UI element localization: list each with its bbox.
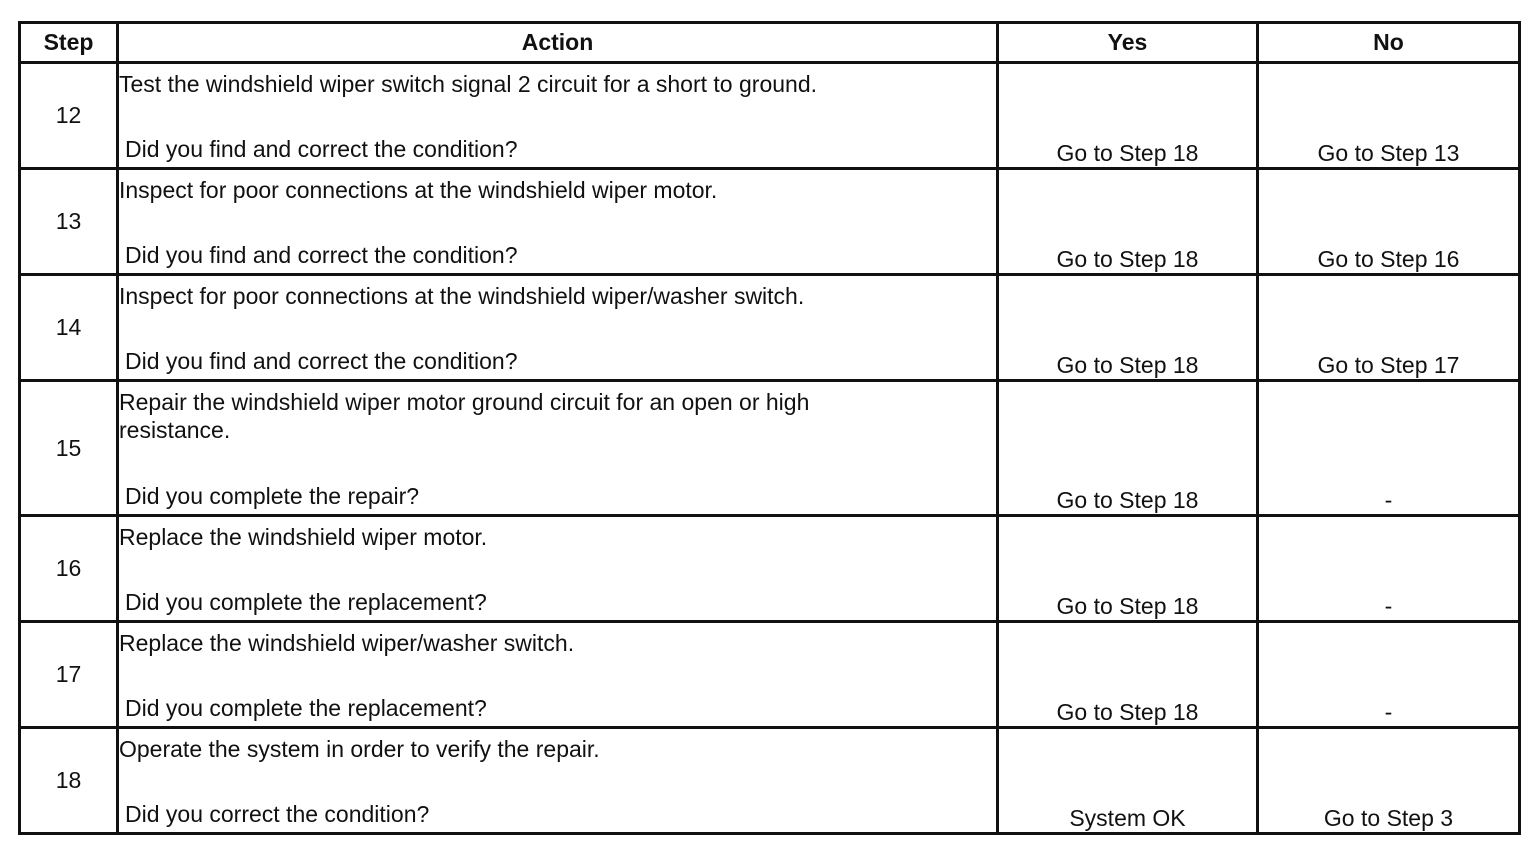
header-action: Action — [118, 23, 998, 63]
action-cell — [118, 622, 998, 728]
no-result: Go to Step 17 — [1258, 275, 1520, 381]
no-result: Go to Step 16 — [1258, 169, 1520, 275]
table-row — [20, 63, 1520, 169]
action-cell — [118, 169, 998, 275]
action-question: Did you find and correct the condition? — [125, 136, 518, 162]
step-number: 13 — [20, 169, 118, 275]
table-row — [20, 516, 1520, 622]
table-row — [20, 381, 1520, 516]
no-result: Go to Step 13 — [1258, 63, 1520, 169]
action-cell — [118, 516, 998, 622]
step-number: 12 — [20, 63, 118, 169]
action-instruction — [119, 388, 996, 444]
step-number: 18 — [20, 728, 118, 834]
action-instruction: Test the windshield wiper switch signal 2 circuit for a short to ground. — [119, 71, 817, 97]
no-result: - — [1258, 622, 1520, 728]
action-cell — [118, 275, 998, 381]
yes-result: Go to Step 18 — [998, 169, 1258, 275]
no-result: - — [1258, 516, 1520, 622]
action-instruction: Replace the windshield wiper/washer switch. — [119, 630, 575, 656]
step-number: 14 — [20, 275, 118, 381]
action-instruction-line: Repair the windshield wiper motor ground circuit for an open or high — [119, 389, 810, 415]
no-result: Go to Step 3 — [1258, 728, 1520, 834]
table-row — [20, 169, 1520, 275]
header-yes: Yes — [998, 23, 1258, 63]
action-question: Did you complete the replacement? — [125, 589, 487, 615]
action-question: Did you find and correct the condition? — [125, 242, 518, 268]
action-cell — [118, 63, 998, 169]
action-question: Did you correct the condition? — [125, 801, 430, 827]
step-number: 15 — [20, 381, 118, 516]
yes-result: Go to Step 18 — [998, 275, 1258, 381]
yes-result: Go to Step 18 — [998, 516, 1258, 622]
action-question: Did you complete the replacement? — [125, 695, 487, 721]
table-row — [20, 275, 1520, 381]
action-instruction: Inspect for poor connections at the windshield wiper/washer switch. — [119, 283, 805, 309]
action-question: Did you complete the repair? — [125, 483, 420, 509]
yes-result: Go to Step 18 — [998, 381, 1258, 516]
header-no: No — [1258, 23, 1520, 63]
yes-result: Go to Step 18 — [998, 622, 1258, 728]
step-number: 17 — [20, 622, 118, 728]
header-step: Step — [20, 23, 118, 63]
action-question: Did you find and correct the condition? — [125, 348, 518, 374]
action-instruction: Inspect for poor connections at the windshield wiper motor. — [119, 177, 718, 203]
action-cell — [118, 381, 998, 516]
yes-result: System OK — [998, 728, 1258, 834]
step-number: 16 — [20, 516, 118, 622]
diagnostic-table — [18, 21, 1521, 835]
header-row — [20, 23, 1520, 63]
table-row — [20, 622, 1520, 728]
action-instruction-line: resistance. — [119, 417, 231, 443]
yes-result: Go to Step 18 — [998, 63, 1258, 169]
no-result: - — [1258, 381, 1520, 516]
action-instruction: Operate the system in order to verify the repair. — [119, 736, 600, 762]
action-cell — [118, 728, 998, 834]
action-instruction: Replace the windshield wiper motor. — [119, 524, 488, 550]
table-row — [20, 728, 1520, 834]
